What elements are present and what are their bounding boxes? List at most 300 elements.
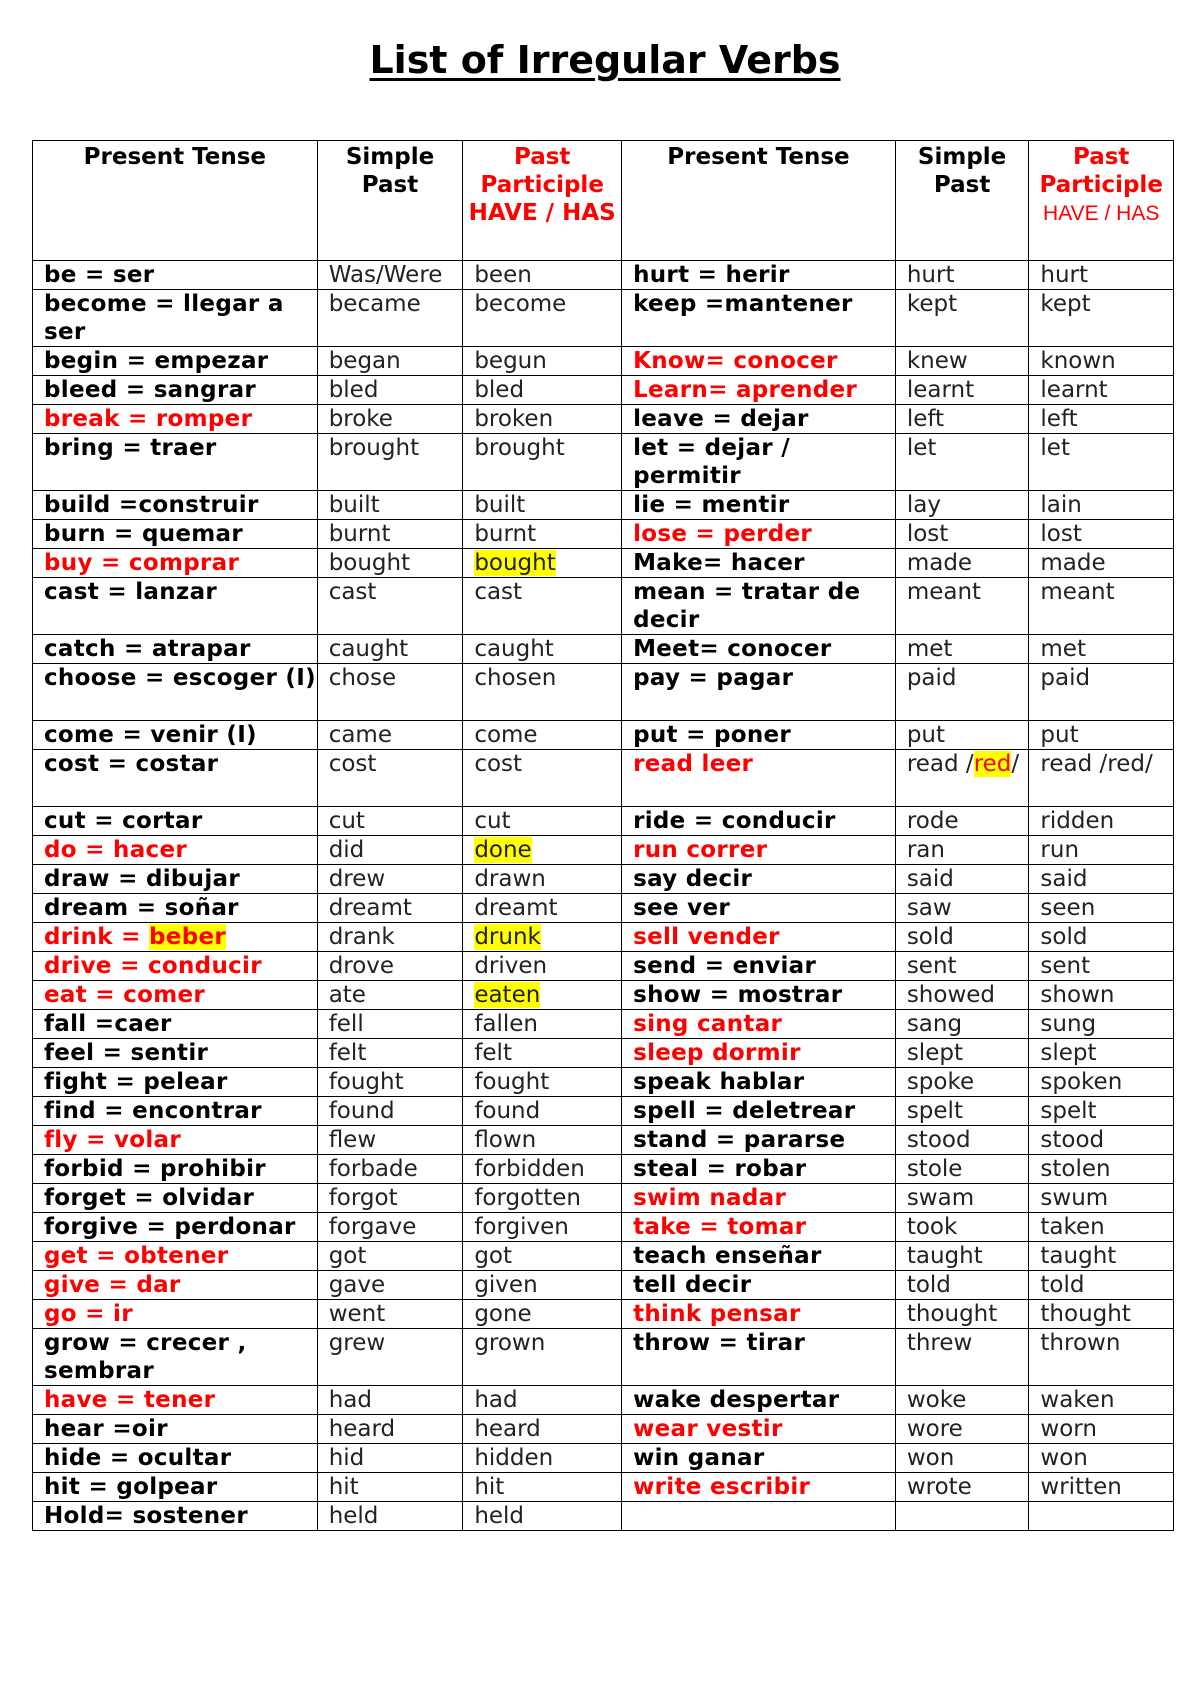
simple-past-cell-text: cut: [328, 808, 365, 834]
simple-past-cell-text: felt: [328, 1040, 367, 1066]
present-tense-cell-text: cost = costar: [44, 751, 219, 777]
present-tense-cell-text: do = hacer: [44, 837, 188, 863]
past-participle-cell: [463, 491, 622, 520]
present-tense-cell: [33, 1415, 318, 1444]
simple-past-cell: [895, 1068, 1029, 1097]
present-tense-cell: [622, 807, 896, 836]
simple-past-cell-text: grew: [328, 1330, 386, 1356]
past-participle-cell: [1029, 1184, 1174, 1213]
past-participle-cell: [463, 520, 622, 549]
present-tense-cell: [33, 520, 318, 549]
simple-past-cell: [317, 1068, 463, 1097]
simple-past-cell: [317, 1415, 463, 1444]
simple-past-cell: [895, 1386, 1029, 1415]
simple-past-cell-text: took: [906, 1214, 958, 1240]
table-row: [33, 1068, 1174, 1097]
past-participle-cell: [463, 549, 622, 578]
past-participle-cell-text: paid: [1040, 665, 1091, 691]
simple-past-cell-text: slept: [906, 1040, 963, 1066]
simple-past-cell-text: heard: [328, 1416, 396, 1442]
past-participle-cell-text: written: [1040, 1474, 1122, 1500]
header-past-participle-right: [1029, 141, 1174, 261]
table-row: [33, 1300, 1174, 1329]
simple-past-cell: [895, 1184, 1029, 1213]
simple-past-cell: [317, 635, 463, 664]
past-participle-cell-text: cut: [474, 808, 511, 834]
present-tense-cell-text: throw = tirar: [633, 1330, 806, 1356]
simple-past-cell-text: swam: [906, 1185, 975, 1211]
simple-past-cell: [317, 1039, 463, 1068]
simple-past-cell: [317, 1242, 463, 1271]
simple-past-cell: [317, 1155, 463, 1184]
present-tense-cell-text: begin = empezar: [44, 348, 269, 374]
past-participle-cell: [463, 261, 622, 290]
past-participle-cell: [463, 807, 622, 836]
present-tense-cell: [622, 1502, 896, 1531]
past-participle-cell-text: run: [1040, 837, 1080, 863]
simple-past-cell: [317, 807, 463, 836]
past-participle-cell-text: hidden: [474, 1445, 554, 1471]
table-row: [33, 836, 1174, 865]
present-tense-cell-text: grow = crecer , sembrar: [44, 1330, 247, 1384]
simple-past-cell-text: fought: [328, 1069, 404, 1095]
table-row: [33, 290, 1174, 347]
present-tense-cell-text: sing cantar: [633, 1011, 783, 1037]
header-past-participle-right-sub: HAVE / HAS: [1043, 202, 1160, 225]
simple-past-cell: [317, 261, 463, 290]
past-participle-cell-text: been: [474, 262, 532, 288]
past-participle-cell-text: meant: [1040, 579, 1115, 605]
past-participle-cell-text: met: [1040, 636, 1086, 662]
simple-past-cell-text: saw: [906, 895, 952, 921]
present-tense-cell-text: say decir: [633, 866, 753, 892]
simple-past-cell-text: sang: [906, 1011, 963, 1037]
present-tense-cell-text: give = dar: [44, 1272, 181, 1298]
simple-past-cell-text: forgot: [328, 1185, 398, 1211]
present-tense-cell-text: ride = conducir: [633, 808, 836, 834]
present-tense-cell-text: choose = escoger (I): [44, 665, 316, 691]
present-tense-cell: [33, 664, 318, 721]
past-participle-cell: [463, 1502, 622, 1531]
past-participle-cell-text: done: [474, 837, 532, 863]
past-participle-cell-text: had: [474, 1387, 518, 1413]
past-participle-cell: [463, 1126, 622, 1155]
table-row: [33, 578, 1174, 635]
past-participle-cell: [463, 981, 622, 1010]
past-participle-cell-text: lain: [1040, 492, 1082, 518]
present-tense-cell: [622, 1300, 896, 1329]
present-tense-cell: [33, 836, 318, 865]
past-participle-cell: [1029, 376, 1174, 405]
present-tense-cell: [33, 721, 318, 750]
past-participle-cell-text: chosen: [474, 665, 557, 691]
simple-past-cell: [895, 923, 1029, 952]
past-participle-cell: [463, 1242, 622, 1271]
present-tense-cell-text: spell = deletrear: [633, 1098, 856, 1124]
present-tense-cell-text: go = ir: [44, 1301, 133, 1327]
past-participle-cell-text: spelt: [1040, 1098, 1097, 1124]
present-tense-cell-text: hide = ocultar: [44, 1445, 232, 1471]
simple-past-cell: [895, 1473, 1029, 1502]
present-tense-cell-text: lie = mentir: [633, 492, 790, 518]
present-tense-cell-text: Learn= aprender: [633, 377, 858, 403]
past-participle-cell-text: learnt: [1040, 377, 1108, 403]
past-participle-cell: [1029, 1300, 1174, 1329]
simple-past-cell: [895, 1300, 1029, 1329]
present-tense-cell-text: swim nadar: [633, 1185, 787, 1211]
simple-past-cell-text: woke: [906, 1387, 967, 1413]
past-participle-cell: [1029, 1242, 1174, 1271]
simple-past-cell: [895, 405, 1029, 434]
simple-past-cell-text: held: [328, 1503, 379, 1529]
simple-past-cell: [895, 865, 1029, 894]
past-participle-cell-text: made: [1040, 550, 1106, 576]
header-simple-past-left: Simple Past: [317, 141, 463, 261]
simple-past-cell-text: dreamt: [328, 895, 412, 921]
header-present-left: Present Tense: [33, 141, 318, 261]
table-row: [33, 434, 1174, 491]
present-tense-cell: [33, 635, 318, 664]
present-tense-cell-text: buy = comprar: [44, 550, 240, 576]
simple-past-cell: [317, 290, 463, 347]
present-tense-cell: [33, 405, 318, 434]
present-tense-cell-text: run correr: [633, 837, 768, 863]
simple-past-cell-text: hit: [328, 1474, 359, 1500]
present-tense-cell-text: pay = pagar: [633, 665, 794, 691]
table-row: [33, 1184, 1174, 1213]
present-tense-cell-text: Know= conocer: [633, 348, 838, 374]
simple-past-cell: [895, 836, 1029, 865]
simple-past-cell: [895, 1155, 1029, 1184]
past-participle-cell: [1029, 1010, 1174, 1039]
simple-past-cell-text: knew: [906, 348, 968, 374]
simple-past-cell-text: ran: [906, 837, 945, 863]
simple-past-cell-text: sold: [906, 924, 954, 950]
simple-past-cell-text: spelt: [906, 1098, 963, 1124]
present-tense-cell-text: bring = traer: [44, 435, 217, 461]
simple-past-cell: [317, 1097, 463, 1126]
simple-past-cell-text: spoke: [906, 1069, 975, 1095]
past-participle-cell-text: won: [1040, 1445, 1088, 1471]
past-participle-cell: [463, 1473, 622, 1502]
past-participle-cell-text: cast: [474, 579, 523, 605]
table-row: [33, 1473, 1174, 1502]
present-tense-cell: [622, 750, 896, 807]
present-tense-cell: [33, 1068, 318, 1097]
simple-past-cell: [317, 1386, 463, 1415]
irregular-verbs-table: [32, 140, 1174, 1531]
simple-past-cell-text: fell: [328, 1011, 364, 1037]
simple-past-cell: [895, 1213, 1029, 1242]
table-row: [33, 549, 1174, 578]
past-participle-cell: [1029, 1502, 1174, 1531]
simple-past-cell-text: told: [906, 1272, 951, 1298]
simple-past-cell: [895, 347, 1029, 376]
present-tense-cell: [33, 434, 318, 491]
past-participle-cell: [1029, 721, 1174, 750]
simple-past-cell-text: hid: [328, 1445, 365, 1471]
table-row: [33, 1502, 1174, 1531]
present-tense-cell: [622, 923, 896, 952]
simple-past-cell: [895, 520, 1029, 549]
table-row: [33, 376, 1174, 405]
simple-past-cell-text: chose: [328, 665, 397, 691]
past-participle-cell: [1029, 549, 1174, 578]
simple-past-cell: [317, 1473, 463, 1502]
past-participle-cell: [1029, 1386, 1174, 1415]
present-tense-cell: [622, 491, 896, 520]
past-participle-cell: [463, 635, 622, 664]
simple-past-cell: [895, 750, 1029, 807]
table-row: [33, 1242, 1174, 1271]
present-tense-cell: [622, 836, 896, 865]
present-tense-cell: [33, 1039, 318, 1068]
simple-past-cell: [317, 750, 463, 807]
simple-past-cell: [317, 721, 463, 750]
present-tense-cell-text: catch = atrapar: [44, 636, 251, 662]
simple-past-cell-text: became: [328, 291, 421, 317]
past-participle-cell-text: found: [474, 1098, 541, 1124]
simple-past-cell: [895, 1415, 1029, 1444]
simple-past-cell: [895, 635, 1029, 664]
simple-past-cell-text: learnt: [906, 377, 975, 403]
simple-past-cell: [895, 952, 1029, 981]
past-participle-cell-text: told: [1040, 1272, 1085, 1298]
past-participle-cell-text: become: [474, 291, 567, 317]
past-participle-cell-text: slept: [1040, 1040, 1097, 1066]
past-participle-cell: [1029, 836, 1174, 865]
past-participle-cell-text: drawn: [474, 866, 546, 892]
simple-past-cell: [317, 952, 463, 981]
simple-past-cell-text: paid: [906, 665, 957, 691]
past-participle-cell: [1029, 1155, 1174, 1184]
past-participle-cell-text: spoken: [1040, 1069, 1123, 1095]
present-tense-cell: [622, 347, 896, 376]
past-participle-cell: [463, 578, 622, 635]
present-tense-cell: [33, 1242, 318, 1271]
present-tense-cell: [33, 750, 318, 807]
past-participle-cell: [463, 1010, 622, 1039]
past-participle-cell-text: eaten: [474, 982, 541, 1008]
past-participle-cell-text: caught: [474, 636, 554, 662]
present-tense-cell-text: stand = pararse: [633, 1127, 846, 1153]
table-row: [33, 1444, 1174, 1473]
table-row: [33, 635, 1174, 664]
table-row: [33, 1329, 1174, 1386]
present-tense-cell: [622, 1415, 896, 1444]
past-participle-cell: [1029, 1415, 1174, 1444]
past-participle-cell-text: sent: [1040, 953, 1091, 979]
past-participle-cell: [463, 721, 622, 750]
simple-past-cell: [895, 1502, 1029, 1531]
present-tense-cell: [622, 1386, 896, 1415]
simple-past-cell: [895, 491, 1029, 520]
present-tense-cell-text: read leer: [633, 751, 754, 777]
past-participle-cell: [463, 1271, 622, 1300]
past-participle-cell-text: gone: [474, 1301, 532, 1327]
table-row: [33, 1271, 1174, 1300]
present-tense-cell: [622, 578, 896, 635]
past-participle-cell: [1029, 1097, 1174, 1126]
present-tense-cell-text: forgive = perdonar: [44, 1214, 296, 1240]
table-row: [33, 1415, 1174, 1444]
simple-past-cell: [317, 1126, 463, 1155]
past-participle-cell-text: held: [474, 1503, 525, 1529]
past-participle-cell-text: seen: [1040, 895, 1096, 921]
simple-past-cell-text: had: [328, 1387, 372, 1413]
present-tense-cell-text: cut = cortar: [44, 808, 203, 834]
simple-past-cell-text: burnt: [328, 521, 391, 547]
past-participle-cell-text: got: [474, 1243, 513, 1269]
present-tense-cell-text: sell vender: [633, 924, 780, 950]
past-participle-cell: [463, 1386, 622, 1415]
table-row: [33, 981, 1174, 1010]
simple-past-cell: [895, 1097, 1029, 1126]
simple-past-cell-text: got: [328, 1243, 367, 1269]
present-tense-cell: [622, 405, 896, 434]
past-participle-cell-text: thought: [1040, 1301, 1131, 1327]
present-tense-cell-text: hurt = herir: [633, 262, 790, 288]
simple-past-cell: [895, 981, 1029, 1010]
present-tense-cell-text: wear vestir: [633, 1416, 783, 1442]
present-tense-cell-text: have = tener: [44, 1387, 216, 1413]
present-tense-cell: [33, 1502, 318, 1531]
past-participle-cell: [1029, 1271, 1174, 1300]
table-row: [33, 1155, 1174, 1184]
simple-past-cell-text: showed: [906, 982, 996, 1008]
past-participle-cell-text: brought: [474, 435, 565, 461]
past-participle-cell-text: lost: [1040, 521, 1082, 547]
simple-past-cell-text: said: [906, 866, 954, 892]
present-tense-cell-text: break = romper: [44, 406, 253, 432]
present-tense-cell: [33, 952, 318, 981]
present-tense-cell-text: write escribir: [633, 1474, 811, 1500]
simple-past-cell: [895, 1242, 1029, 1271]
simple-past-cell: [317, 347, 463, 376]
past-participle-cell-text: read /red/: [1040, 751, 1153, 777]
present-tense-cell: [622, 1242, 896, 1271]
past-participle-cell-text: left: [1040, 406, 1078, 432]
present-tense-cell-text: leave = dejar: [633, 406, 809, 432]
table-row: [33, 520, 1174, 549]
present-tense-cell-text: build =construir: [44, 492, 259, 518]
past-participle-cell-text: taken: [1040, 1214, 1105, 1240]
past-participle-cell-text: shown: [1040, 982, 1115, 1008]
present-tense-cell: [33, 261, 318, 290]
past-participle-cell: [1029, 491, 1174, 520]
table-row: [33, 1010, 1174, 1039]
past-participle-cell: [463, 405, 622, 434]
past-participle-cell: [463, 1097, 622, 1126]
table-row: [33, 1213, 1174, 1242]
simple-past-cell-text: threw: [906, 1330, 973, 1356]
present-tense-cell: [622, 1097, 896, 1126]
past-participle-cell: [1029, 750, 1174, 807]
past-participle-cell-text: stolen: [1040, 1156, 1111, 1182]
simple-past-cell-text: stole: [906, 1156, 963, 1182]
present-tense-cell: [622, 635, 896, 664]
past-participle-cell: [463, 434, 622, 491]
simple-past-cell: [317, 405, 463, 434]
past-participle-cell-text: kept: [1040, 291, 1091, 317]
present-tense-cell: [33, 1300, 318, 1329]
simple-past-cell-text: lay: [906, 492, 941, 518]
past-participle-cell: [1029, 520, 1174, 549]
past-participle-cell: [1029, 865, 1174, 894]
past-participle-cell: [463, 1444, 622, 1473]
table-row: [33, 491, 1174, 520]
simple-past-cell-text: let: [906, 435, 937, 461]
simple-past-cell: [317, 1184, 463, 1213]
present-tense-cell-text: wake despertar: [633, 1387, 840, 1413]
present-tense-cell: [33, 1097, 318, 1126]
present-tense-cell-text: fly = volar: [44, 1127, 182, 1153]
present-tense-cell-text: sleep dormir: [633, 1040, 801, 1066]
simple-past-cell-text: rode: [906, 808, 959, 834]
header-present-right: Present Tense: [622, 141, 896, 261]
highlight-mark: red: [973, 751, 1012, 777]
simple-past-cell-text: came: [328, 722, 392, 748]
past-participle-cell-text: grown: [474, 1330, 546, 1356]
simple-past-cell: [317, 1213, 463, 1242]
simple-past-cell: [895, 578, 1029, 635]
table-row: [33, 952, 1174, 981]
past-participle-cell: [463, 865, 622, 894]
past-participle-cell: [1029, 1039, 1174, 1068]
simple-past-cell: [895, 894, 1029, 923]
past-participle-cell-text: known: [1040, 348, 1116, 374]
present-tense-cell: [33, 491, 318, 520]
simple-past-cell: [895, 376, 1029, 405]
past-participle-cell-text: begun: [474, 348, 547, 374]
past-participle-cell-text: fallen: [474, 1011, 539, 1037]
simple-past-cell: [895, 261, 1029, 290]
present-tense-cell: [33, 894, 318, 923]
present-tense-cell: [622, 1271, 896, 1300]
present-tense-cell: [33, 1126, 318, 1155]
simple-past-cell-text: built: [328, 492, 380, 518]
table-row: [33, 1126, 1174, 1155]
present-tense-cell: [622, 261, 896, 290]
simple-past-cell: [317, 578, 463, 635]
table-row: [33, 261, 1174, 290]
present-tense-cell: [33, 1155, 318, 1184]
present-tense-cell: [622, 1155, 896, 1184]
past-participle-cell-text: put: [1040, 722, 1079, 748]
past-participle-cell-text: heard: [474, 1416, 541, 1442]
header-simple-past-right: Simple Past: [895, 141, 1029, 261]
present-tense-cell-text: send = enviar: [633, 953, 817, 979]
present-tense-cell: [33, 1329, 318, 1386]
past-participle-cell-text: waken: [1040, 1387, 1115, 1413]
header-row: [33, 141, 1174, 261]
present-tense-cell: [622, 952, 896, 981]
simple-past-cell: [317, 520, 463, 549]
past-participle-cell: [1029, 894, 1174, 923]
past-participle-cell-text: taught: [1040, 1243, 1117, 1269]
present-tense-cell: [33, 1184, 318, 1213]
simple-past-cell: [895, 549, 1029, 578]
present-tense-cell: [33, 578, 318, 635]
header-past-participle-right-label: Past Participle: [1039, 144, 1163, 198]
past-participle-cell-text: drunk: [474, 924, 541, 950]
present-tense-cell: [622, 1473, 896, 1502]
simple-past-cell-text: went: [328, 1301, 386, 1327]
simple-past-cell-text: won: [906, 1445, 955, 1471]
present-tense-cell: [622, 865, 896, 894]
verb-table-body: [33, 261, 1174, 1531]
past-participle-cell: [1029, 1213, 1174, 1242]
